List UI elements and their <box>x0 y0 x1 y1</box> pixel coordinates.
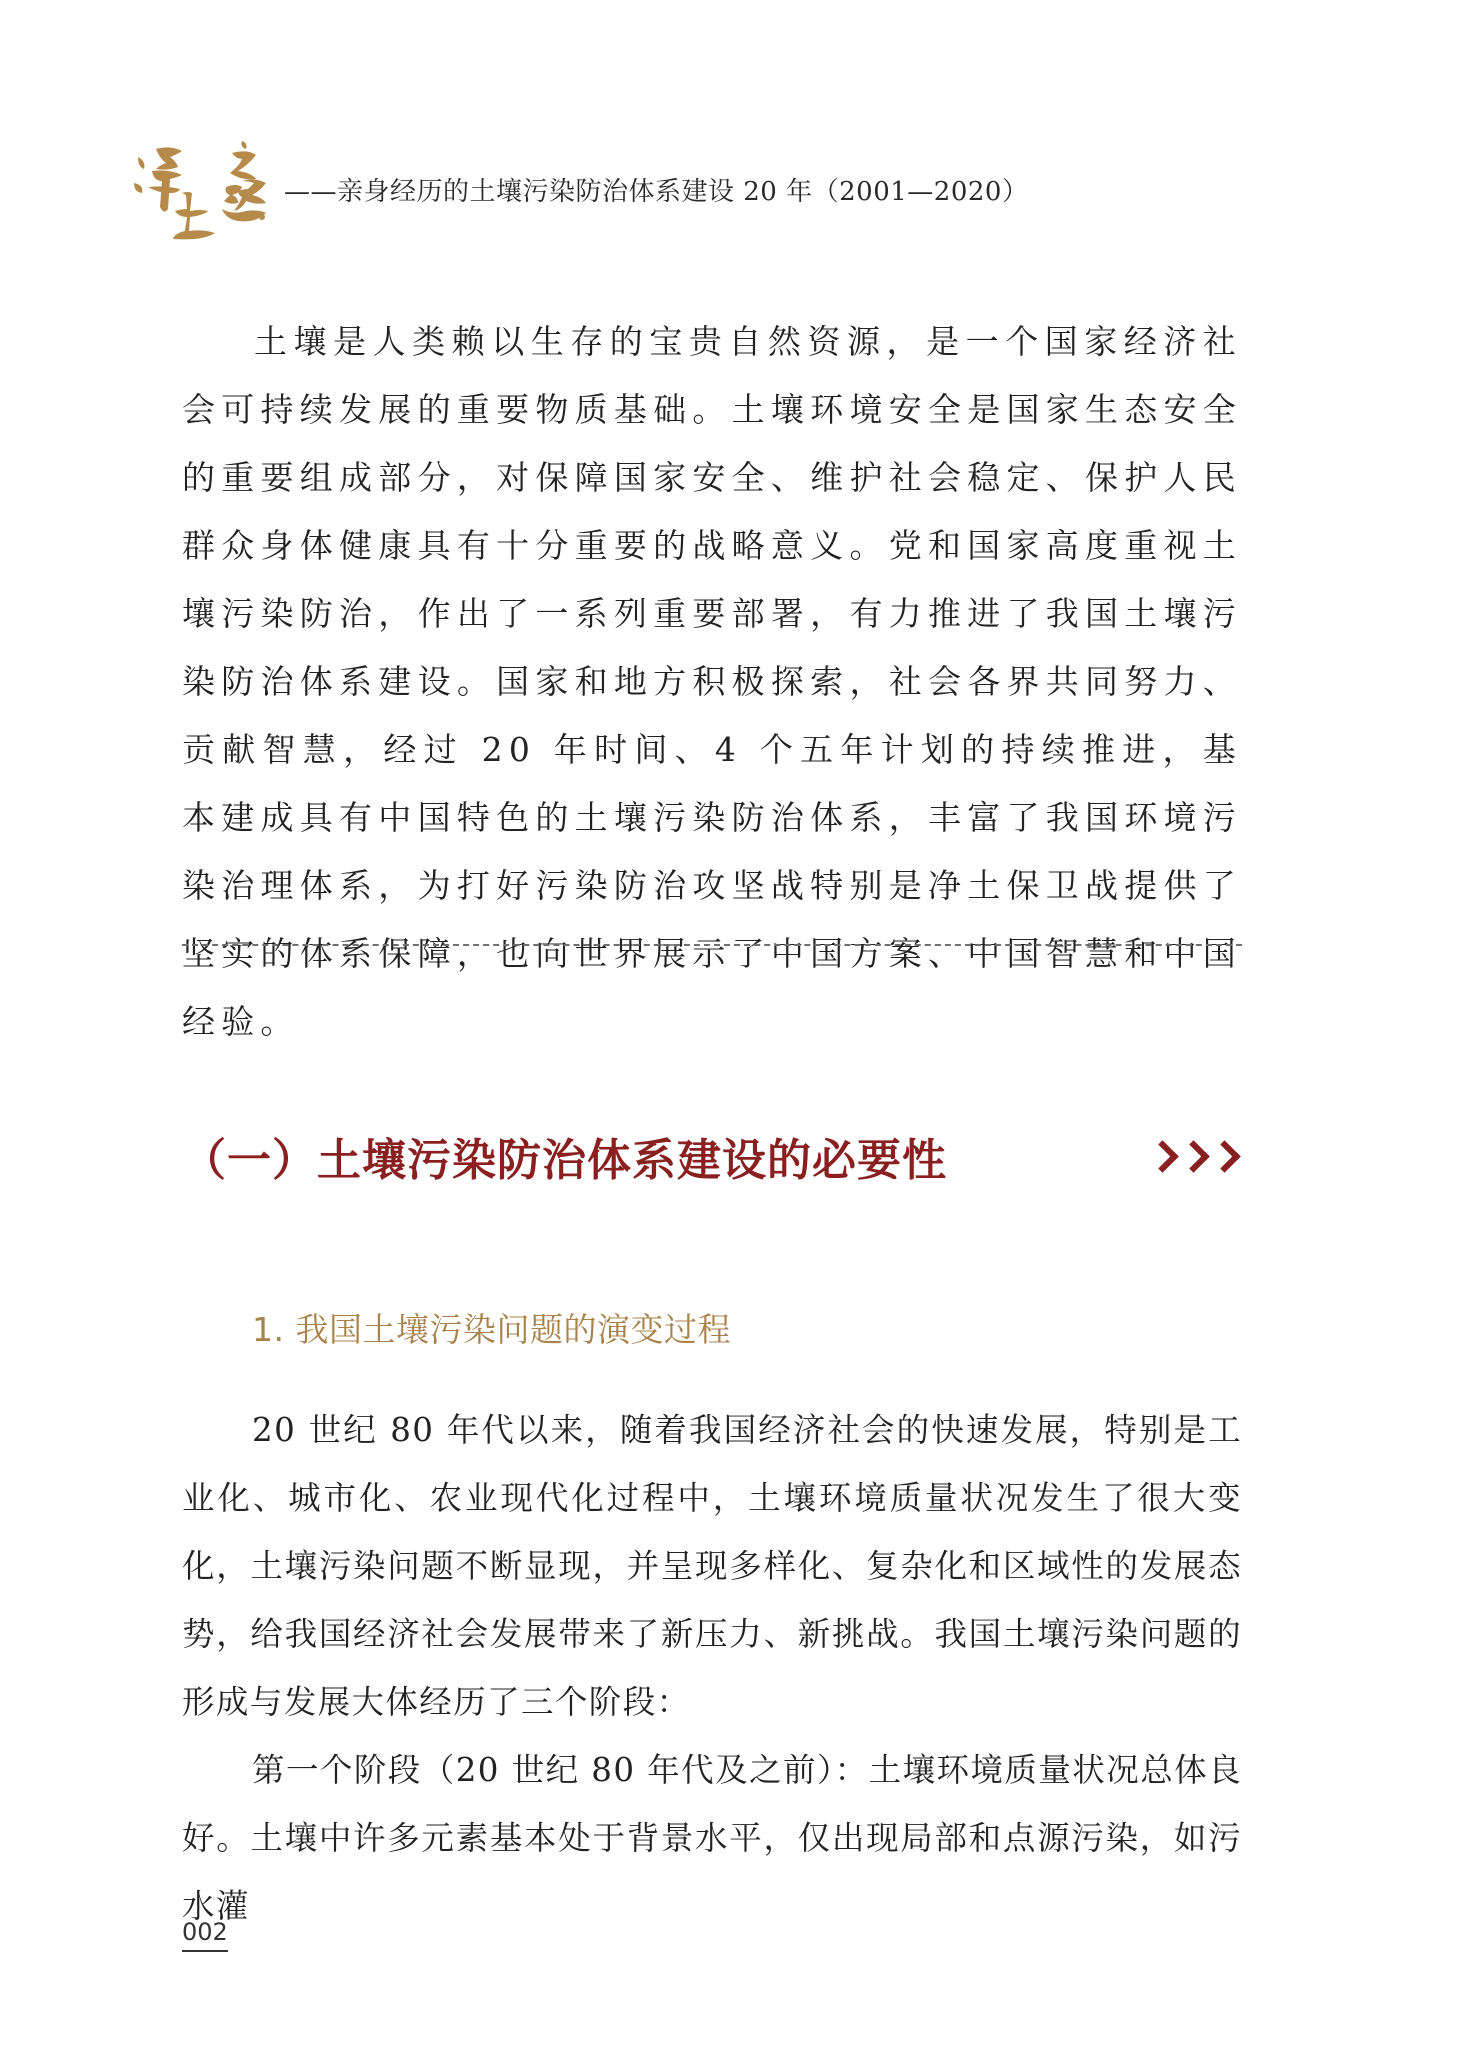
triple-chevron-right-icon <box>1143 1145 1236 1168</box>
page-number: 002 <box>182 1918 228 1952</box>
running-header-title: ——亲身经历的土壤污染防治体系建设 20 年（2001—2020） <box>284 176 1029 207</box>
intro-paragraph: 土壤是人类赖以生存的宝贵自然资源，是一个国家经济社会可持续发展的重要物质基础。土壤环境安全是国家生态安全的重要组成部分，对保障国家安全、维护社会稳定、保护人民群众身体健康具有十分重要的战略意义。党和国家高度重视土壤污染防治，作出了一系列重要部署，有力推进了我国土壤污染防治体系建设。国家和地方积极探索，社会各界共同努力、贡献智慧，经过 20 年时间、4 个五年计划的持续推进，基本建成具有中国特色的土壤污染防治体系，丰富了我国环境污染治理体系，为打好污染防治攻坚战特别是净土保卫战提供了坚实的体系保障，也向世界展示了中国方案、中国智慧和中国经验。 <box>182 322 1242 1041</box>
book-logo <box>130 135 280 253</box>
chevron-right-icon <box>1146 1140 1179 1173</box>
running-header <box>130 135 1028 253</box>
chevron-right-icon <box>1177 1140 1210 1173</box>
dashed-separator <box>182 944 1242 946</box>
body-paragraph: 第一个阶段（20 世纪 80 年代及之前）：土壤环境质量状况总体良好。土壤中许多元素基本处于背景水平，仅出现局部和点源污染，如污水灌 <box>182 1751 1242 1925</box>
calligraphy-logo-icon <box>130 135 280 253</box>
section-heading <box>182 1124 1242 1188</box>
body-paragraph: 20 世纪 80 年代以来，随着我国经济社会的快速发展，特别是工业化、城市化、农业现代化过程中，土壤环境质量状况发生了很大变化，土壤污染问题不断显现，并呈现多样化、复杂化和区域性的发展态势，给我国经济社会发展带来了新压力、新挑战。我国土壤污染问题的形成与发展大体经历了三个阶段： <box>182 1411 1242 1721</box>
body-text <box>182 1396 1242 1940</box>
section-title: （一）土壤污染防治体系建设的必要性 <box>182 1135 947 1186</box>
chevron-right-icon <box>1208 1140 1241 1173</box>
subsection-title: 1. 我国土壤污染问题的演变过程 <box>252 1310 731 1349</box>
